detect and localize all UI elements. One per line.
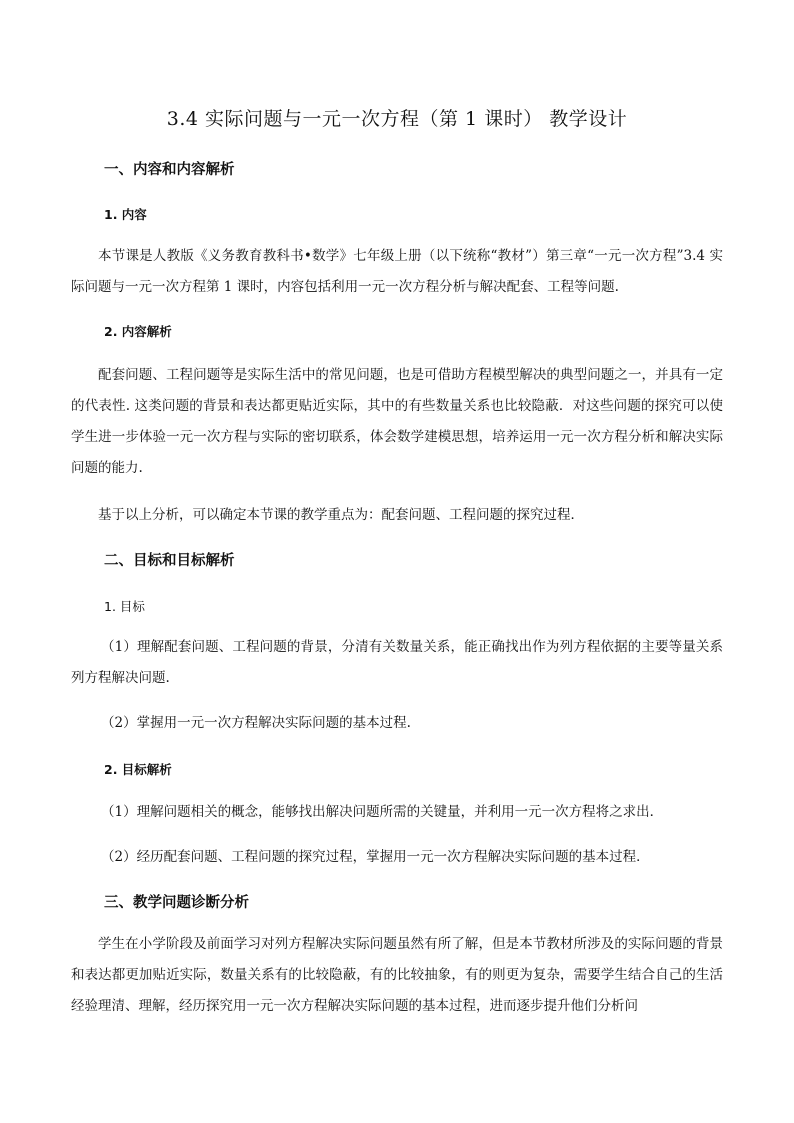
subsection-heading-content: 1. 内容: [104, 207, 147, 222]
content-analysis-paragraph: 配套问题、工程问题等是实际生活中的常见问题，也是可借助方程模型解决的典型问题之一，并具有一定的代表性. 这类问题的背景和表达都更贴近实际，其中的有些数量关系也比较隐蔽．对这些问题的探究可以使学生进一步体验一元一次方程与实际的密切联系，体会数学建模思想，培养运用一元一次方程分析和解决实际问题的能力.: [71, 367, 723, 476]
goal-item-2: （2）掌握用一元一次方程解决实际问题的基本过程.: [101, 715, 411, 731]
goal-item-1: （1）理解配套问题、工程问题的背景，分清有关数量关系，能正确找出作为列方程依据的主要等量关系列方程解决问题.: [71, 639, 723, 686]
goal-analysis-item-1: （1）理解问题相关的概念，能够找出解决问题所需的关键量，并利用一元一次方程将之求出．: [101, 804, 664, 820]
section-heading-diagnosis: 三、教学问题诊断分析: [104, 895, 249, 911]
subsection-heading-content-analysis: 2. 内容解析: [104, 324, 172, 339]
content-paragraph: 本节课是人教版《义务教育教科书•数学》七年级上册（以下统称“教材”）第三章“一元一次方程”3.4 实际问题与一元一次方程第 1 课时，内容包括利用一元一次方程分析与解决配套、工程等问题.: [71, 248, 723, 295]
document-title: 3.4 实际问题与一元一次方程（第 1 课时） 教学设计: [166, 108, 628, 130]
subsection-heading-goals: 1. 目标: [104, 599, 145, 614]
goal-analysis-item-2: （2）经历配套问题、工程问题的探究过程，掌握用一元一次方程解决实际问题的基本过程．: [101, 849, 650, 865]
subsection-heading-goal-analysis: 2. 目标解析: [104, 762, 172, 777]
section-heading-content: 一、内容和内容解析: [104, 162, 235, 178]
teaching-focus-paragraph: 基于以上分析，可以确定本节课的教学重点为：配套问题、工程问题的探究过程．: [98, 507, 584, 523]
diagnosis-paragraph: 学生在小学阶段及前面学习对列方程解决实际问题虽然有所了解，但是本节教材所涉及的实际问题的背景和表达都更加贴近实际，数量关系有的比较隐蔽，有的比较抽象，有的则更为复杂，需要学生结合自己的生活经验理清、理解，经历探究用一元一次方程解决实际问题的基本过程，进而逐步提升他们分析问: [71, 936, 723, 1014]
section-heading-goals: 二、目标和目标解析: [104, 553, 235, 569]
